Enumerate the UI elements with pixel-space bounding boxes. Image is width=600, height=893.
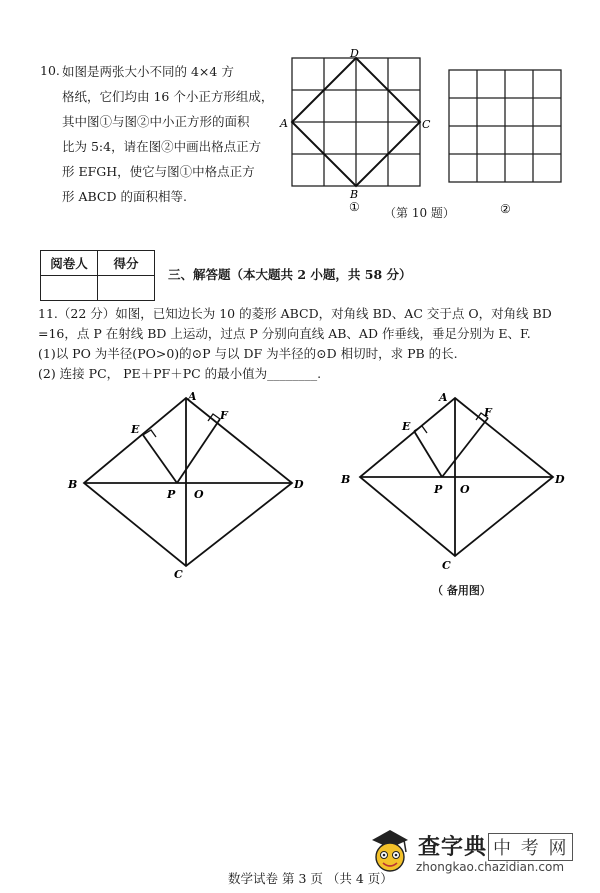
label-c: C bbox=[174, 568, 183, 581]
label-p: P bbox=[167, 488, 176, 501]
label-c: C bbox=[422, 118, 431, 131]
q11-line-2: =16，点 P 在射线 BD 上运动，过点 P 分别向直线 AB、AD 作垂线，垂足分别为 E、F. bbox=[38, 326, 531, 341]
score-table-score-header: 得分 bbox=[98, 251, 155, 276]
label-e: E bbox=[402, 420, 411, 433]
q10-line-5: 形 EFGH，使它与图①中格点正方 bbox=[62, 164, 255, 179]
label-f: F bbox=[220, 409, 228, 422]
label-f: F bbox=[484, 406, 492, 419]
label-b: B bbox=[68, 478, 78, 491]
watermark-url: zhongkao.chazidian.com bbox=[416, 860, 565, 874]
watermark-sub: 中 考 网 bbox=[488, 833, 573, 861]
label-b: B bbox=[341, 473, 351, 486]
q11-figure-spare bbox=[338, 388, 578, 588]
q10-figure-1 bbox=[276, 48, 436, 220]
q10-line-3: 其中图①与图②中小正方形的面积 bbox=[62, 114, 250, 129]
label-d: D bbox=[555, 473, 565, 486]
label-b: B bbox=[350, 188, 359, 201]
score-table-score-cell bbox=[98, 276, 155, 301]
q10-caption: （第 10 题） bbox=[384, 206, 455, 220]
q10-line-1: 如图是两张大小不同的 4×4 方 bbox=[62, 64, 234, 79]
q10-line-4: 比为 5:4，请在图②中画出格点正方 bbox=[62, 139, 262, 154]
q11-figure-main bbox=[60, 388, 320, 588]
q10-line-2: 格纸，它们均由 16 个小正方形组成， bbox=[62, 89, 274, 104]
q11-spare-caption: （ 备用图） bbox=[432, 584, 491, 597]
label-o: O bbox=[194, 488, 204, 501]
fig1-label: ① bbox=[349, 200, 360, 214]
section-3-heading: 三、解答题（本大题共 2 小题，共 58 分） bbox=[168, 267, 412, 282]
q10-line-6: 形 ABCD 的面积相等. bbox=[62, 189, 187, 204]
q10-number: 10. bbox=[40, 63, 60, 78]
label-p: P bbox=[434, 483, 443, 496]
label-c: C bbox=[442, 559, 451, 572]
score-table-grader-header: 阅卷人 bbox=[41, 251, 98, 276]
label-d: D bbox=[294, 478, 304, 491]
label-e: E bbox=[131, 423, 140, 436]
score-table bbox=[40, 250, 155, 301]
page-footer: 数学试卷 第 3 页 （共 4 页） bbox=[228, 871, 393, 886]
label-o: O bbox=[460, 483, 470, 496]
score-table-grader-cell bbox=[41, 276, 98, 301]
label-d: D bbox=[350, 48, 359, 60]
label-a: A bbox=[188, 390, 197, 403]
fig2-label: ② bbox=[500, 202, 511, 216]
watermark-brand: 查字典 bbox=[418, 835, 488, 860]
q11-part-2: (2) 连接 PC， PE＋PF＋PC 的最小值为________. bbox=[38, 366, 322, 381]
q11-part-1: (1)以 PO 为半径(PO>0)的⊙P 与以 DF 为半径的⊙D 相切时，求 PB 的长. bbox=[38, 346, 458, 361]
label-a: A bbox=[439, 391, 448, 404]
q11-line-1: 11.（22 分）如图，已知边长为 10 的菱形 ABCD，对角线 BD、AC 交于点 O，对角线 BD bbox=[38, 306, 552, 321]
label-a: A bbox=[280, 117, 288, 130]
q10-figure-2 bbox=[446, 66, 562, 216]
